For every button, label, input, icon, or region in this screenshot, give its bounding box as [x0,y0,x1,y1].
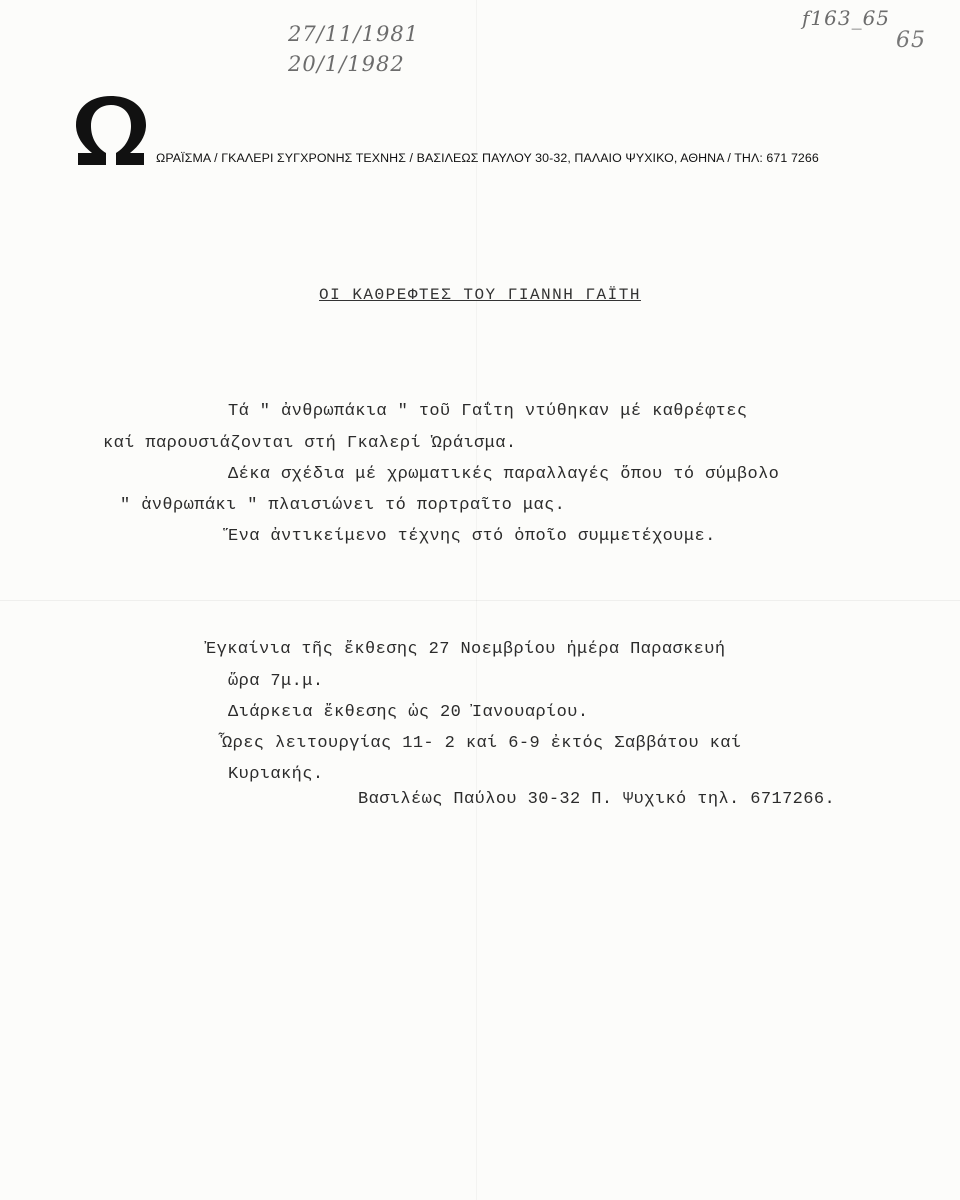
paper-fold-line [0,600,960,601]
document-title: ΟΙ ΚΑΘΡΕΦΤΕΣ ΤΟΥ ΓΙΑΝΝΗ ΓΑΪΤΗ [319,286,641,304]
paragraph1-line: Ἕνα ἀντικείμενο τέχνης στό ὁποῖο συμμετέχουμε. [228,527,716,546]
paragraph1-line: καί παρουσιάζονται στή Γκαλερί Ὡράισμα. [103,434,517,453]
paragraph2-line: ὥρα 7μ.μ. [228,672,324,691]
paragraph2-line: Κυριακής. [228,765,324,784]
handwritten-page-number: 65 [896,28,926,53]
letterhead [74,95,914,175]
handwritten-date-start: 27/11/1981 [288,22,420,46]
paragraph1-line: " ἀνθρωπάκι " πλαισιώνει τό πορτραῖτο μας. [120,496,566,515]
paragraph2-line: Ἐγκαίνια τῆς ἔκθεσης 27 Νοεμβρίου ἡμέρα Παρασκευή [206,640,726,659]
handwritten-date-end: 20/1/1982 [288,52,405,76]
letterhead-address: ΩΡΑΪΣΜΑ / ΓΚΑΛΕΡΙ ΣΥΓΧΡΟΝΗΣ ΤΕΧΝΗΣ / ΒΑΣΙΛΕΩΣ ΠΑΥΛΟΥ 30-32, ΠΑΛΑΙΟ ΨΥΧΙΚΟ, ΑΘΗΝΑ / ΤΗΛ: 671 7266 [156,151,819,165]
omega-logo-icon [74,95,148,167]
paragraph2-line: Ὧρες λειτουργίας 11- 2 καί 6-9 ἐκτός Σαββάτου καί [222,734,742,753]
paragraph2-line: Διάρκεια ἔκθεσης ὡς 20 Ἰανουαρίου. [228,703,589,722]
paragraph1-line: Τά " ἀνθρωπάκια " τοῦ Γαΐτη ντύθηκαν μέ καθρέφτες [228,402,748,421]
paragraph1-line: Δέκα σχέδια μέ χρωματικές παραλλαγές ὅπου τό σύμβολο [228,465,780,484]
paragraph2-line: Βασιλέως Παύλου 30-32 Π. Ψυχικό τηλ. 6717266. [358,790,836,809]
paper-fold-line-vertical [476,0,477,1200]
handwritten-reference: f163_65 [802,6,891,30]
